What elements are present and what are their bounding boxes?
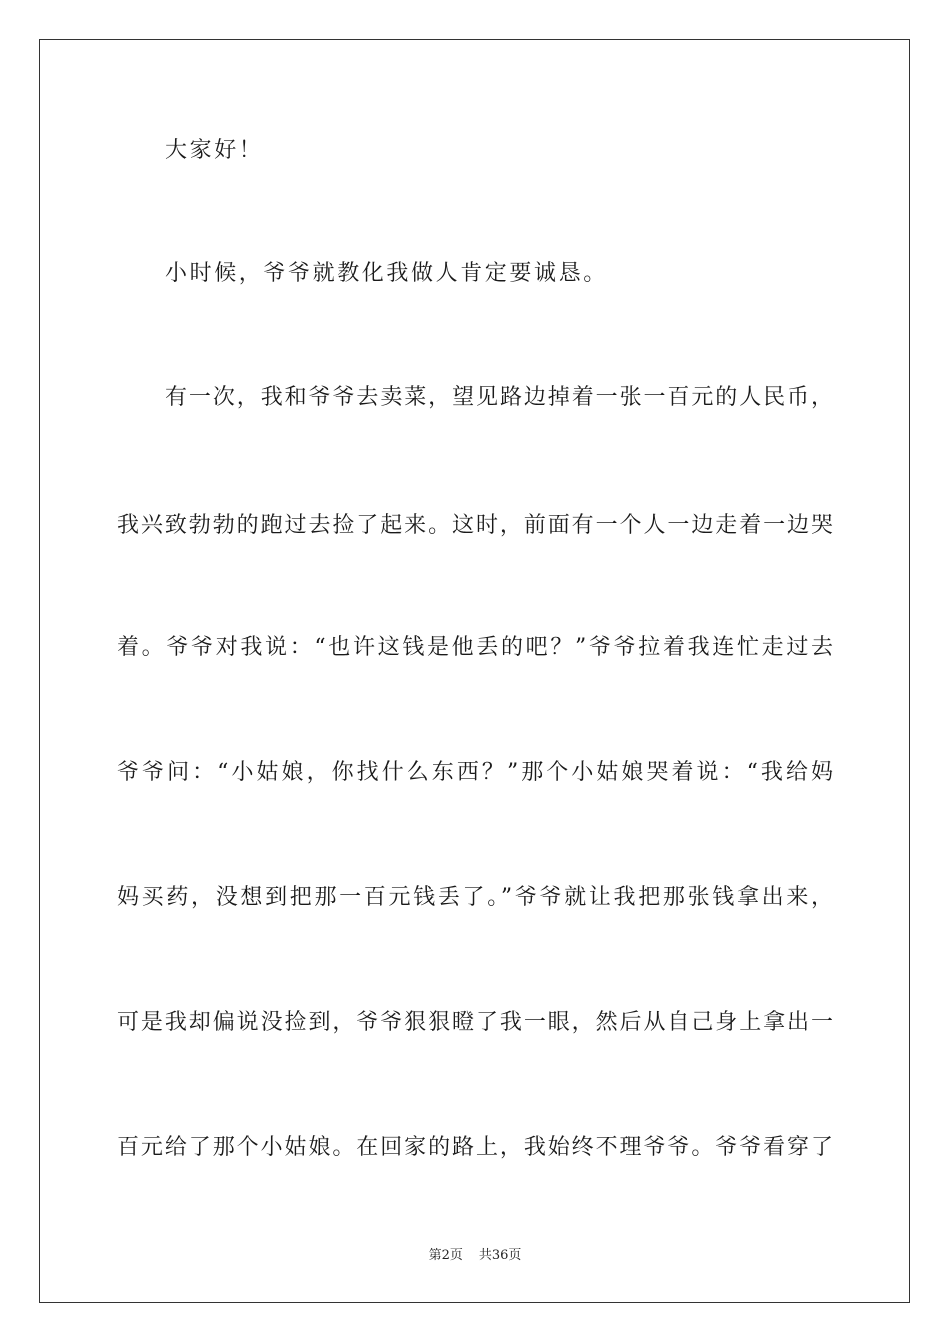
paragraph-line: 有一次，我和爷爷去卖菜，望见路边掉着一张一百元的人民币，: [165, 385, 833, 410]
paragraph-line: 妈买药，没想到把那一百元钱丢了。”爷爷就让我把那张钱拿出来，: [117, 885, 833, 910]
paragraph-line: 爷爷问：“小姑娘，你找什么东西？”那个小姑娘哭着说：“我给妈: [117, 760, 833, 785]
paragraph-line: 小时候，爷爷就教化我做人肯定要诚恳。: [165, 261, 608, 286]
page-footer: [0, 1247, 950, 1265]
paragraph-line: 可是我却偏说没捡到，爷爷狠狠瞪了我一眼，然后从自己身上拿出一: [117, 1010, 833, 1035]
page-frame: [39, 39, 910, 1303]
paragraph-line: 我兴致勃勃的跑过去捡了起来。这时，前面有一个人一边走着一边哭: [117, 513, 833, 538]
paragraph-line: 百元给了那个小姑娘。在回家的路上，我始终不理爷爷。爷爷看穿了: [117, 1135, 833, 1160]
page-number: 第2页: [428, 1248, 463, 1263]
paragraph-line: 着。爷爷对我说：“也许这钱是他丢的吧？”爷爷拉着我连忙走过去: [117, 635, 833, 660]
page-total: 共36页: [478, 1248, 522, 1263]
paragraph-greeting: 大家好！: [165, 138, 264, 163]
